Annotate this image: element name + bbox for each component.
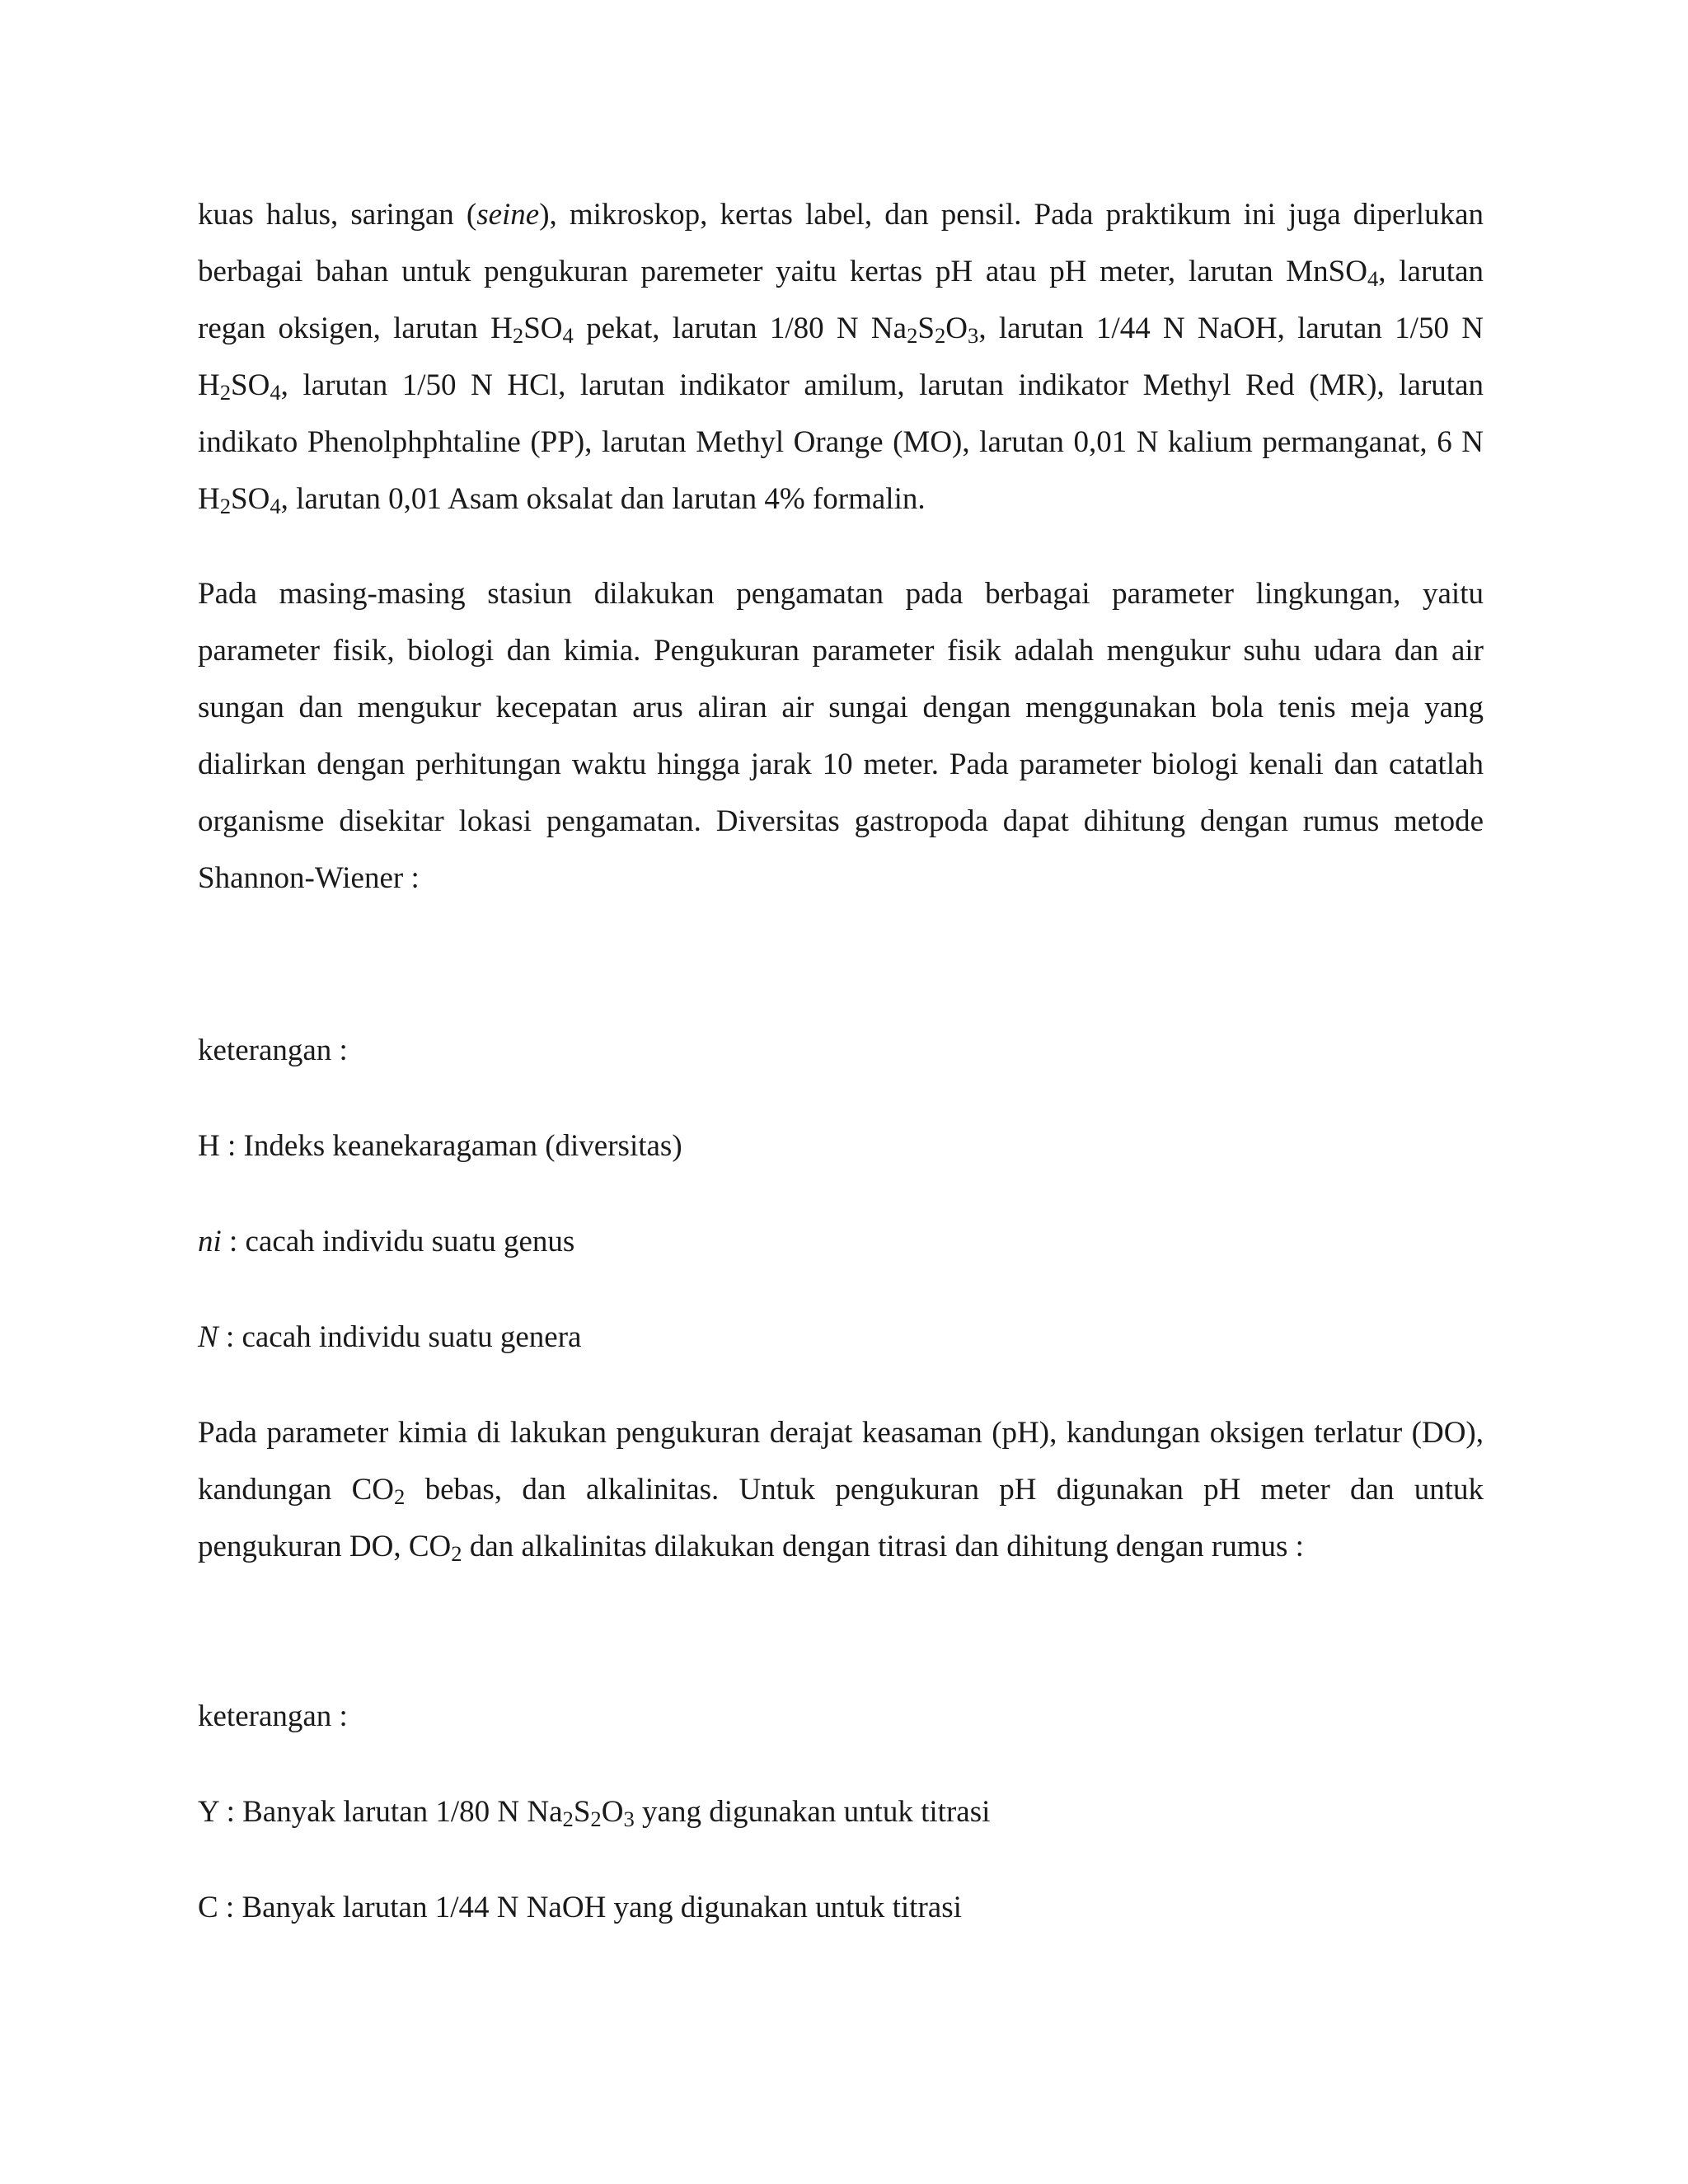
paragraph-parameters: Pada masing-masing stasiun dilakukan pengamatan pada berbagai parameter lingkungan, yaitu parameter fisik, biologi dan kimia. Pengukuran parameter fisik adalah mengukur suhu udara dan air sungan dan mengukur kecepatan arus aliran air sungai dengan menggunakan bola tenis meja yang dialirkan dengan perhitungan waktu hingga jarak 10 meter. Pada parameter biologi kenali dan catatlah organisme disekitar lokasi pengamatan. Diversitas gastropoda dapat dihitung dengan rumus metode Shannon-Wiener : <box>198 577 1484 895</box>
document-page <box>198 0 1484 2184</box>
subscript: 2 <box>451 1540 462 1566</box>
text-run: O <box>601 1795 624 1829</box>
definition-text: : cacah individu suatu genus <box>221 1225 575 1258</box>
text-run: bebas, dan alkalinitas. Untuk pengukuran pH digunakan pH meter dan untuk pengukuran DO, CO <box>198 1473 1484 1563</box>
text-run: ), mikroskop, kertas label, dan pensil. Pada praktikum ini juga diperlukan berbagai bahan untuk pengukuran paremeter yaitu kertas pH atau pH meter, larutan MnSO <box>198 198 1484 288</box>
definition-y <box>198 1783 990 1840</box>
text-run: , larutan 1/44 N NaOH, larutan 1/50 N H <box>198 312 1484 402</box>
definition-ni <box>198 1213 574 1270</box>
text-run: , larutan 1/50 N HCl, larutan indikator amilum, larutan indikator Methyl Red (MR), larutan indikato Phenolphphtaline (PP), larutan Methyl Orange (MO), larutan 0,01 N kalium permanganat, 6 N H <box>198 368 1484 516</box>
formula-placeholder <box>198 915 1484 997</box>
formula-placeholder <box>198 1582 1484 1665</box>
definition-h: H : Indeks keanekaragaman (diversitas) <box>198 1129 682 1163</box>
subscript: 3 <box>623 1806 635 1831</box>
symbol: N <box>198 1320 218 1354</box>
keterangan-label: keterangan : <box>198 1699 348 1733</box>
subscript: 2 <box>394 1483 406 1509</box>
subscript: 2 <box>219 493 232 518</box>
text-run: yang digunakan untuk titrasi <box>634 1795 991 1829</box>
text-run: Y : Banyak larutan 1/80 N Na <box>198 1795 563 1829</box>
subscript: 2 <box>934 322 946 348</box>
subscript: 2 <box>219 379 232 405</box>
subscript: 4 <box>270 379 281 405</box>
subscript: 2 <box>562 1806 574 1831</box>
paragraph-chemistry <box>198 1404 1484 1575</box>
text-run: S <box>917 312 935 345</box>
text-run: , larutan regan oksigen, larutan H <box>198 255 1484 345</box>
text-run: Pada parameter kimia di lakukan pengukuran derajat keasaman (pH), kandungan oksigen terlatur (DO), kandungan CO <box>198 1416 1484 1507</box>
subscript: 3 <box>968 322 979 348</box>
symbol: ni <box>198 1225 222 1258</box>
text-run: SO <box>231 482 270 516</box>
text-run: dan alkalinitas dilakukan dengan titrasi dan dihitung dengan rumus : <box>462 1530 1304 1563</box>
text-run: kuas halus, saringan ( <box>198 198 477 232</box>
text-run: O <box>945 312 968 345</box>
paragraph-materials <box>198 186 1484 527</box>
subscript: 4 <box>270 493 281 518</box>
subscript: 2 <box>907 322 918 348</box>
subscript: 4 <box>1367 265 1379 291</box>
subscript: 2 <box>590 1806 602 1831</box>
keterangan-label: keterangan : <box>198 1033 348 1067</box>
subscript: 2 <box>512 322 524 348</box>
italic-term: seine <box>476 198 540 232</box>
text-run: SO <box>523 312 563 345</box>
definition-n <box>198 1309 581 1366</box>
text-run: SO <box>231 368 270 402</box>
text-run: S <box>573 1795 591 1829</box>
text-run: pekat, larutan 1/80 N Na <box>573 312 907 345</box>
subscript: 4 <box>562 322 574 348</box>
definition-c: C : Banyak larutan 1/44 N NaOH yang digunakan untuk titrasi <box>198 1891 962 1924</box>
definition-text: : cacah individu suatu genera <box>218 1320 582 1354</box>
text-run: , larutan 0,01 Asam oksalat dan larutan 4% formalin. <box>280 482 926 516</box>
